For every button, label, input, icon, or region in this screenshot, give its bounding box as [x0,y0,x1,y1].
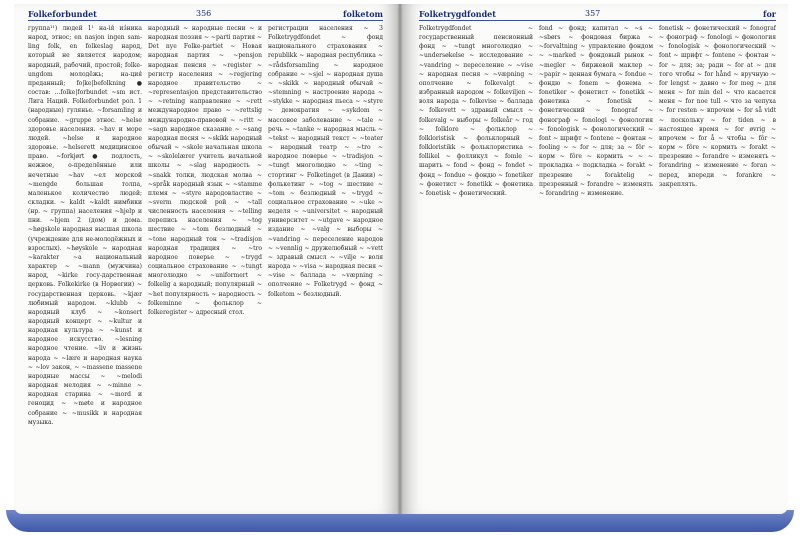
entry-text: народный ~ народные песни ~ и народная поэзия ~ ~parti партия ~ Det nye Folke-partiet ~ Новая народная партия ~ ~pensjon народная пенсия ~ ~register ~ регистр населения ~ ~regjering народное правительство ~ ~representasjon представительство ~ ~retning направление ~ ~rett международное право ~ ~rettslig международно-правовой ~ ~ritt ~ ~sagn народное сказание ~ ~sang народная песня ~ ~skikk народный обычай ~ ~skole начальная школа ~ ~skolelærer учитель начальной школы ~ ~slag народность ~ ~snakk толки, людская молва ~ ~språk народный язык ~ ~stamme племя ~ ~styre народовластие ~ ~sverm людской рой ~ ~tall численность населения ~ ~telling перепись населения ~ ~tog шествие ~ ~tom безлюдный ~ ~tone народный тон ~ ~tradisjon народная традиция ~ ~tro народное поверье ~ ~trygd социальное страхование ~ ~tungt многолюдно ~ ~uniformert ~ folkelig а народный; популярный ~ ~het популярность ~ народность ~ folkeminne ~ фольклор ~ folkeregister ~ адресный стол. [148,25,262,316]
entry-text: группа¹¹) людей 1¹ на-ія́ из́ника народ, этнос; en nasjon ingen sam-ling folk, en folkeslag народ, который не является народом; народный, рабочий, простой; folke-ungdom молодёжь; на-ция́ преданный; fo|ke|befolkning ● состав: ...folke|forbundet ~sm ист. Лига Наций. Folkeforbundet рол. 1 (народные) гулянье. ~forsamling и собрание. ~gruppe этнос. ~helse здоровье населения. ~hav и море людей. ~helse и народное здоровье. ~helserett медицинское право. ~forkjørt ● подлость, нежное, о-пределённые или нечетные ~hav ~ел морской ~mengde большая толпа, маленькое количество людей; складки. ~ kaldt ~kaldt нимбики (нр. ~ группа) населения ~hjelp и пни. ~hjem 2 (дом) и дома. ~høgskole народная высшая школа (учреждение для не-молодёжных и взрослых). ~høyskole ~ народная ~karakter ~a национальный характер ~ ~mann (мужчина) народ, ~kirke госу-дарственная церковь. Folkekirke (в Норвегии) ~ государственная церковь. ~kjær любимый народом. ~klubb ~ народный клуб ~ ~konsert народный концерт ~ ~kultur и народная культура ~ ~kunst и народное искусство. ~lesning народное чтение. ~liv и жизнь народа ~ ~lære и народная наука ~ ~lov закон, ~ ~massene massene народные массы ~ ~melodi народная мелодия ~ ~minne ~ народная старина ~ ~mord и геноцид ~ ~møte и народное собрание ~ ~musikk и народная музыка. [28,25,142,426]
left-header-rule [28,20,383,21]
right-page-columns [419,24,776,506]
right-running-head-right: for [763,9,776,19]
entry-text: fond ~ фонд; капитал ~ ~s ~ ~sbørs ~ фондовая биржа ~ ~forvaltning ~ управление фондом ~ ~marked ~ фондовый рынок ~ ~megler ~ биржевой маклер ~ ~papir ~ ценная бумага ~ fondue ~ фондю ~ fonem ~ фонема ~ fonetiker ~ фонетист ~ fonetikk ~ фонетика ~ fonetisk ~ фонетический ~ fonograf ~ фонограф ~ fonologi ~ фонология ~ fonologisk ~ фонологический ~ font ~ шрифт ~ fontene ~ фонтан ~ fooling ~ ~ for ~ для; за ~ fôr ~ корм ~ fôre ~ кормить ~ ~ ~ прокладка ~ подкладка ~ forakt ~ презрение ~ foraktelig ~ презренный ~ forandre ~ изменять ~ forandring ~ изменение. [539,25,653,197]
entry-text: fonetisk ~ фонетический ~ fonograf ~ фонограф ~ fonologi ~ фонология ~ fonologisk ~ фонологический ~ font ~ шрифт ~ fontene ~ фонтан ~ for ~ для; за; ради ~ for at ~ для того чтобы ~ for hånd ~ вручную ~ for lengst ~ давно ~ for meg ~ для меня ~ for min del ~ что касается меня ~ for noe tull ~ что за чепуха ~ for resten ~ впрочем ~ for så vidt ~ поскольку ~ for tiden ~ в настоящее время ~ for øvrig ~ впрочем ~ for å ~ чтобы ~ fôr ~ корм ~ fôre ~ кормить ~ forakt ~ презрение ~ forandre ~ изменять ~ forandring ~ изменение ~ foran ~ перед, впереди ~ forankre ~ закреплять. [659,25,776,188]
left-running-head-left: Folkeforbundet [28,9,97,19]
right-page-number: 357 [585,9,601,18]
entry-text: Folketrygdfondet ~ государственный пенсионный фонд ~ ~tungt многолюдно ~ ~undersøkelse ~ исследование ~ ~vandring ~ переселение ~ ~vise ~ народная песня ~ ~væpning ~ ополчение ~ folkevalgt ~ избранный народом ~ folkeviljen ~ воля народа ~ folkevise ~ баллада ~ folkevett ~ здравый смысл ~ folkevalg ~ выборы ~ folkeår ~ год ~ folklore ~ фольклор ~ folkloristisk ~ фольклорный ~ folkloristikk ~ фольклористика ~ follikel ~ фолликул ~ fomle ~ шарить ~ fond ~ фонд ~ fondet ~ фонд ~ fondue ~ фондю ~ fonetiker ~ фонетист ~ fonetikk ~ фонетика ~ fonetisk ~ фонетический. [419,25,533,197]
left-column-3 [268,24,383,506]
left-running-head-right: folketom [343,9,383,19]
left-column-1 [28,24,142,506]
right-header-rule [419,20,776,21]
right-column-1 [419,24,533,506]
left-page [14,4,397,514]
left-page-columns [28,24,383,506]
entry-text: регистрации населения ~ 3 Folketrygdfondet ~ фонд национального страхования ~ republikk ~ народная республика ~ ~rådsforsamling ~ народное собрание ~ ~sjel ~ народная душа ~ ~skikk ~ народный обычай ~ ~stemning ~ настроение народа ~ ~stykke ~ народная пьеса ~ ~styre ~ демократия ~ ~sykdom ~ массовое заболевание ~ ~tale ~ речь ~ ~tanke ~ народная мысль ~ ~tekst ~ народный текст ~ ~teater ~ народный театр ~ ~tro ~ народное поверье ~ ~tradisjon ~ ~tungt многолюдно ~ ~ting ~ стортинг ~ Folketinget (в Дании) ~ фолькетинг ~ ~tog ~ шествие ~ ~tom ~ безлюдный ~ ~trygd ~ социальное страхование ~ ~uke ~ неделя ~ ~universitet ~ народный университет ~ ~utgave ~ народное издание ~ ~valg ~ выборы ~ ~vandring ~ переселение народов ~ ~vennlig ~ дружелюбный ~ ~vett ~ здравый смысл ~ ~vilje ~ воля народа ~ ~visa ~ народная песня ~ ~vise ~ баллада ~ ~væpning ~ ополчение ~ Folketrygd ~ фонд ~ folketom ~ безлюдный. [268,25,383,298]
left-column-2 [148,24,262,506]
right-column-3 [659,24,776,506]
right-running-head-left: Folketrygdfondet [419,9,496,19]
right-page [403,4,788,514]
left-page-number: 356 [196,9,212,18]
right-column-2 [539,24,653,506]
